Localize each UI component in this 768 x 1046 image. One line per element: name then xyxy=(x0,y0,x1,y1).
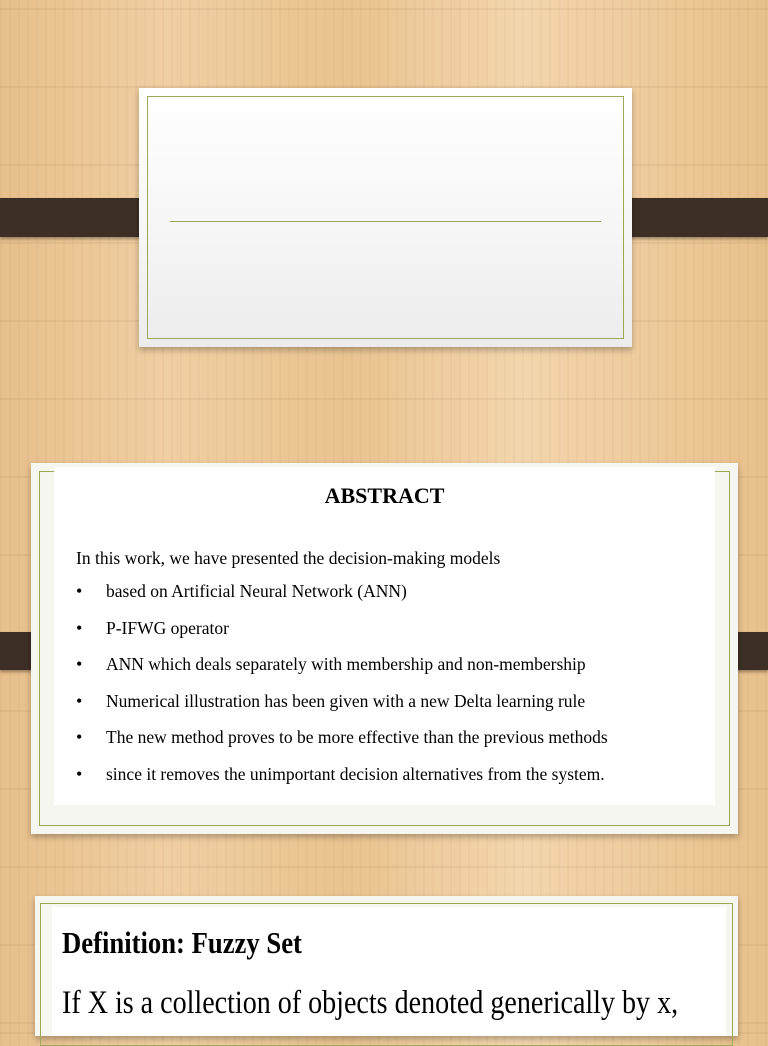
bullet-icon: • xyxy=(76,654,83,674)
slide-1-title-rule xyxy=(170,221,601,222)
slide-2-content xyxy=(54,467,715,805)
bullet-icon: • xyxy=(76,763,83,784)
slide-1-frame xyxy=(147,96,624,339)
abstract-bullet-text: P-IFWG operator xyxy=(106,617,229,638)
abstract-bullet-text: based on Artificial Neural Network (ANN) xyxy=(106,581,407,601)
abstract-bullet-text: ANN which deals separately with membership and non-membership xyxy=(106,654,586,674)
definition-text: If X is a collection of objects denoted generically by x, xyxy=(62,985,679,1021)
slide-3[interactable] xyxy=(35,896,738,1036)
abstract-title: ABSTRACT xyxy=(324,483,445,508)
bullet-icon: • xyxy=(76,727,83,747)
bullet-icon: • xyxy=(76,617,83,638)
abstract-bullet-text: since it removes the unimportant decision alternatives from the system. xyxy=(106,763,605,784)
slide-3-content xyxy=(52,907,726,1036)
abstract-intro: In this work, we have presented the decision-making models xyxy=(76,548,501,568)
abstract-bullet-text: The new method proves to be more effective than the previous methods xyxy=(106,727,608,747)
bullet-icon: • xyxy=(76,690,83,711)
slide-1[interactable] xyxy=(139,88,632,347)
bullet-icon: • xyxy=(76,581,83,601)
slide-1-right-tab xyxy=(614,198,768,237)
definition-title: Definition: Fuzzy Set xyxy=(62,925,302,960)
slide-2[interactable] xyxy=(31,463,738,834)
abstract-bullet-text: Numerical illustration has been given with a new Delta learning rule xyxy=(106,690,586,711)
slide-1-left-tab xyxy=(0,198,155,237)
